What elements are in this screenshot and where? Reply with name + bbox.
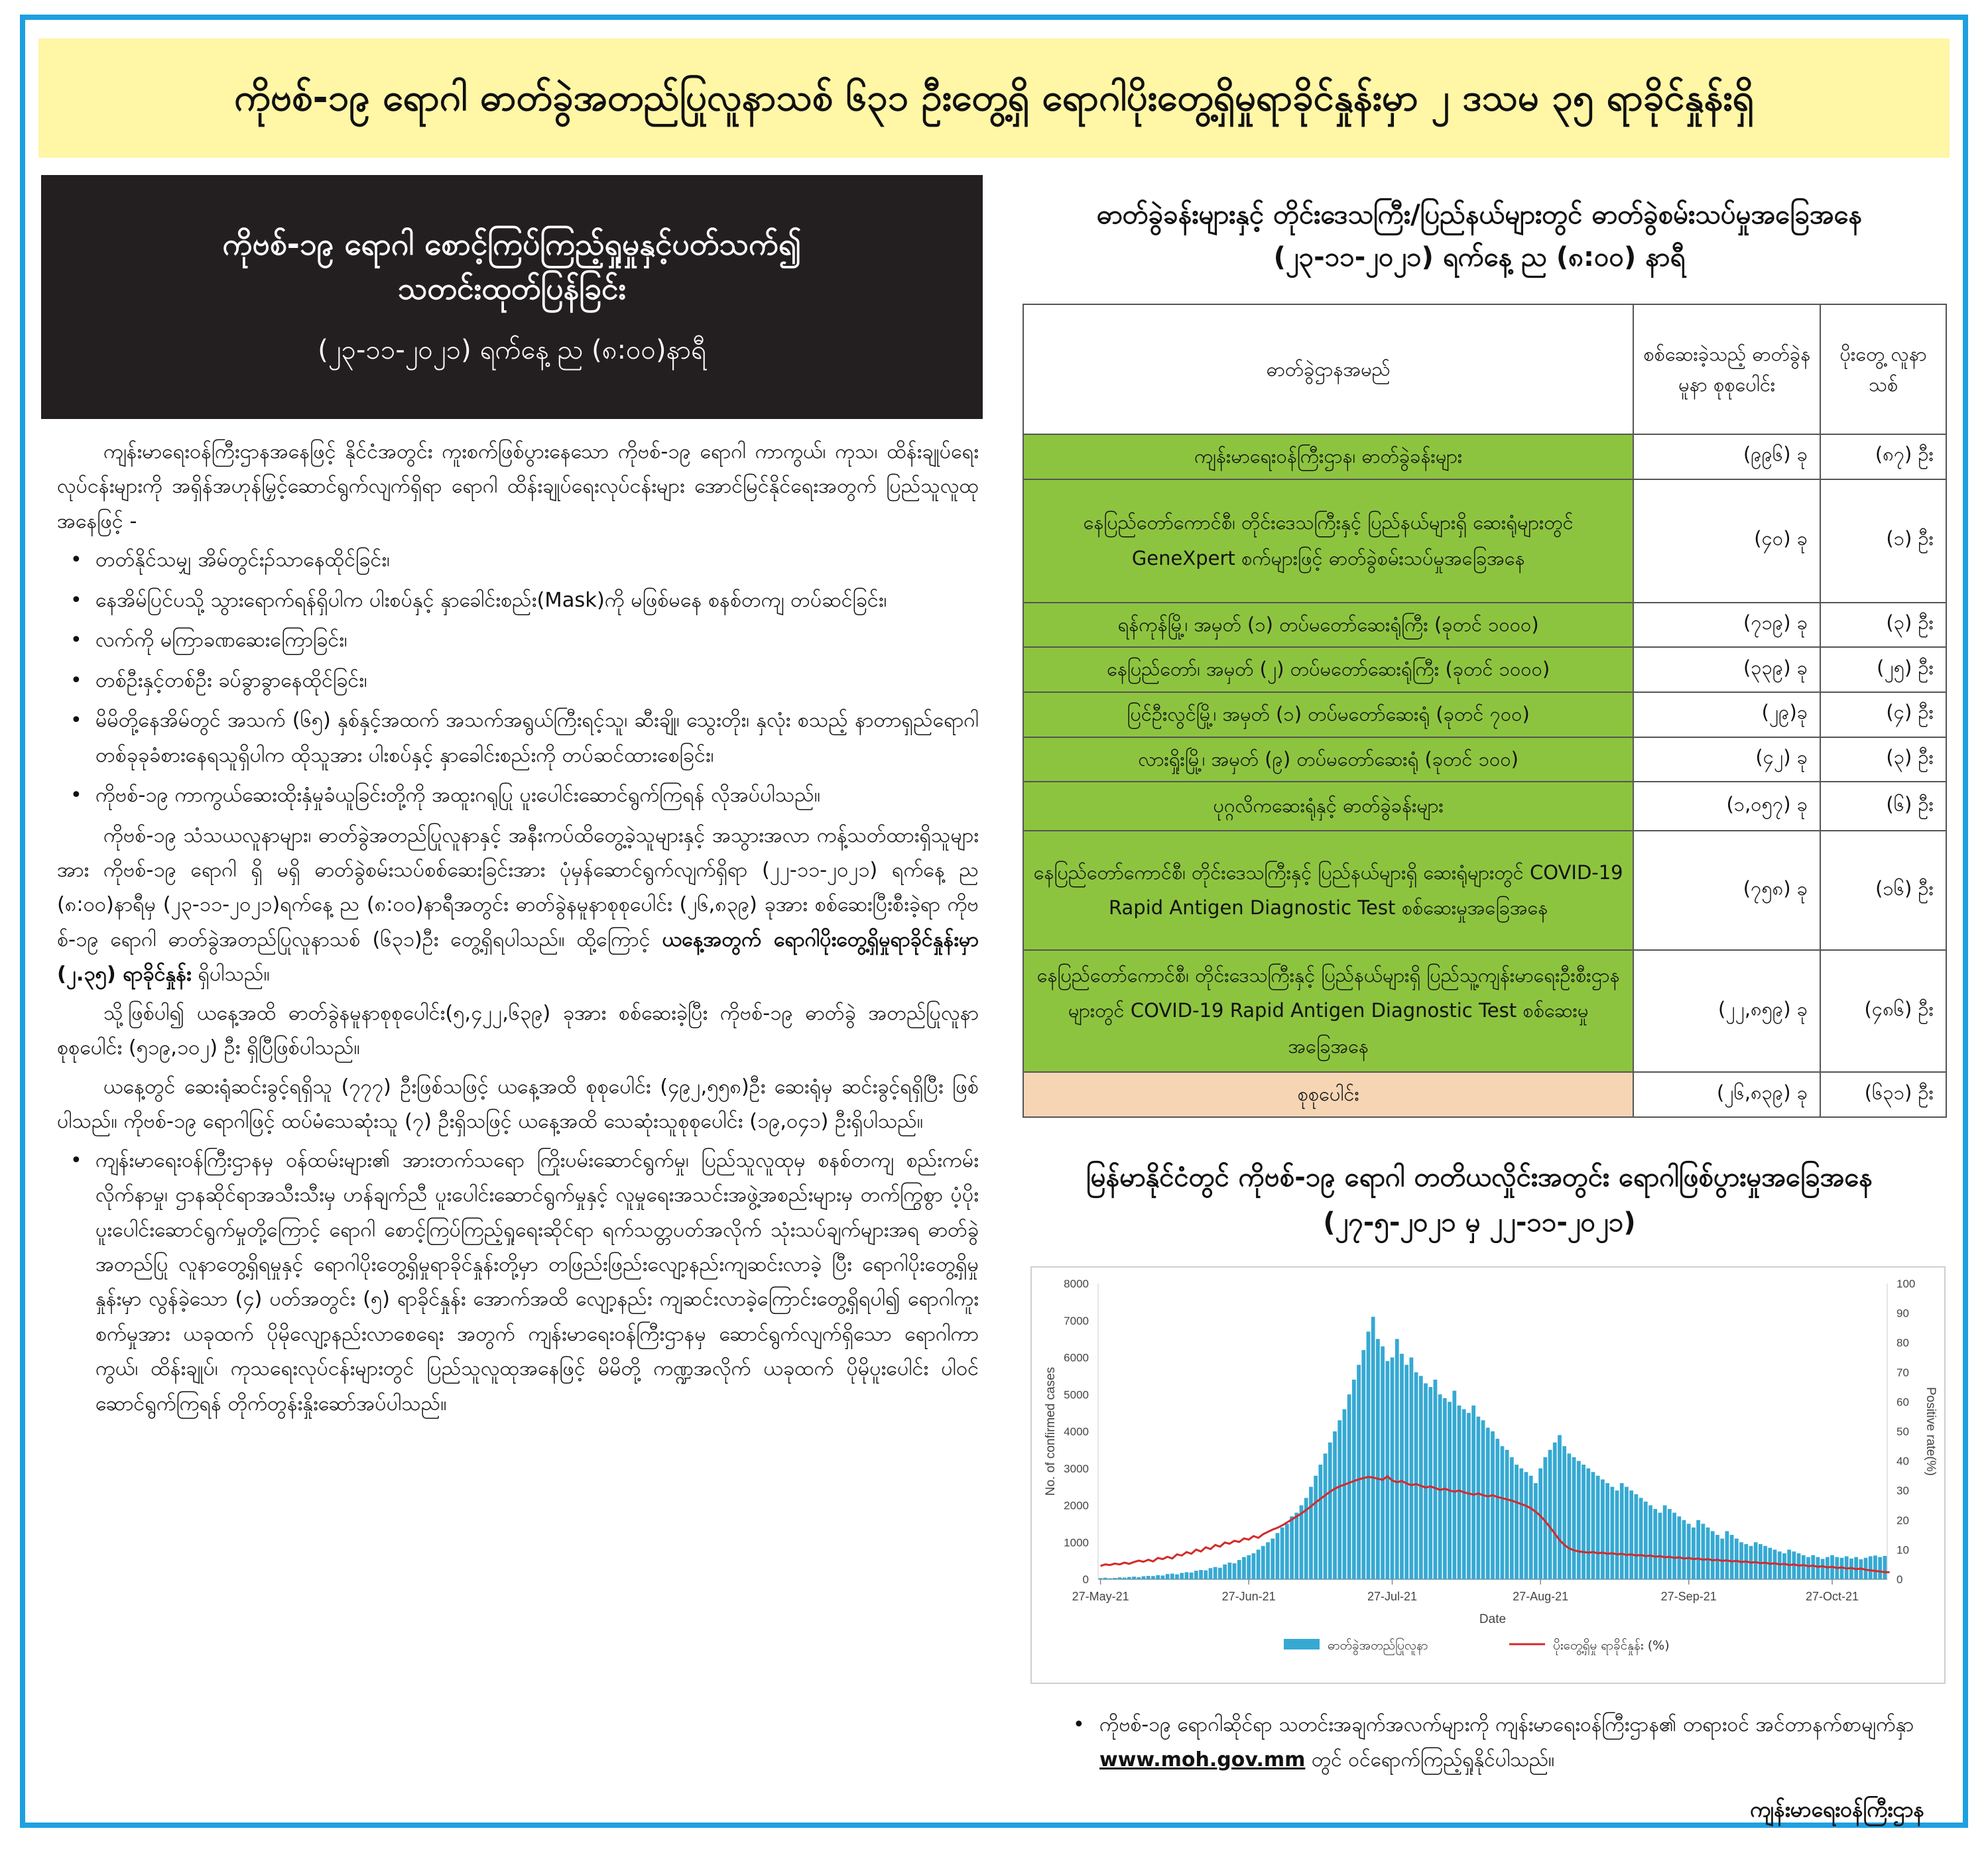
bar-confirmed-cases (1276, 1533, 1280, 1579)
facility-cell: ရန်ကုန်မြို့၊ အမှတ် (၁) တပ်မတော်ဆေးရုံကြီး (ခုတင် ၁၀၀၀) (1023, 603, 1633, 648)
paragraph-intro: ကျန်းမာရေးဝန်ကြီးဌာနအနေဖြင့် နိုင်ငံအတွင်း ကူးစက်ဖြစ်ပွားနေသော ကိုဗစ်-၁၉ ရောဂါ ကာကွယ်၊ ကုသ၊ ထိန်းချုပ်ရေးလုပ်ငန်းများကို အရှိန်အဟုန်မြှင့်ဆောင်ရွက်လျက်ရှိရာ ရောဂါ ထိန်းချုပ်ရေးလုပ်ငန်းများ အောင်မြင်နိုင်ရေးအတွက် ပြည်သူလူထုအနေဖြင့် - (57, 440, 979, 533)
facility-cell: နေပြည်တော်၊ အမှတ် (၂) တပ်မတော်ဆေးရုံကြီး (ခုတင် ၁၀၀၀) (1023, 647, 1633, 692)
bar-confirmed-cases (1519, 1468, 1523, 1579)
y2-tick-label: 90 (1896, 1307, 1909, 1320)
facility-cell: နေပြည်တော်ကောင်စီ၊ တိုင်းဒေသကြီးနှင့် ပြည်နယ်များရှိ ပြည်သူ့ကျန်းမာရေးဦးစီးဌာနများတွင် COVID-19 Rapid Antigen Diagnostic Test စစ်ဆေးမှုအခြေအနေ (1023, 950, 1633, 1072)
bar-confirmed-cases (1271, 1539, 1274, 1579)
facility-cell: နေပြည်တော်ကောင်စီ၊ တိုင်းဒေသကြီးနှင့် ပြည်နယ်များရှိ ဆေးရုံများတွင် COVID-19 Rapid Antigen Diagnostic Test စစ်ဆေးမှုအခြေအနေ (1023, 831, 1633, 950)
samples-cell: (၁,၀၅၇) ခု (1633, 782, 1820, 831)
bar-confirmed-cases (1151, 1576, 1155, 1579)
bar-confirmed-cases (1385, 1361, 1389, 1579)
bar-confirmed-cases (1524, 1472, 1528, 1579)
closing-item: • ကျန်းမာရေးဝန်ကြီးဌာနမှ ဝန်ထမ်းများ၏ အားတက်သရော ကြိုးပမ်းဆောင်ရွက်မှု၊ ပြည်သူလူထုမှ စနစ်တကျ စည်းကမ်းလိုက်နာမှု၊ ဌာနဆိုင်ရာအသီးသီးမှ ဟန်ချက်ညီ ပူးပေါင်းဆောင်ရွက်မှုနှင့် လူမှုရေးအသင်းအဖွဲ့အစည်းများမှ တက်ကြွစွာ ပံ့ပိုးပူးပေါင်းဆောင်ရွက်မှုတို့ကြောင့် ရောဂါ စောင့်ကြပ်ကြည့်ရှုရေးဆိုင်ရာ ရက်သတ္တပတ်အလိုက် သုံးသပ်ချက်များအရ ဓာတ်ခွဲအတည်ပြု လူနာတွေ့ရှိရမှုနှင့် ရောဂါပိုးတွေ့ရှိမှုရာခိုင်နှုန်းတို့မှာ တဖြည်းဖြည်းလျော့နည်းကျဆင်းလာခဲ့ ပြီး ရောဂါပိုးတွေ့ရှိမှုနှုန်းမှာ လွန်ခဲ့သော (၄) ပတ်အတွင်း (၅) ရာခိုင်နှုန်း အောက်အထိ လျော့နည်း ကျဆင်းလာခဲ့ကြောင်းတွေ့ရှိရပါ၍ ရောဂါကူးစက်မှုအား ယခုထက် ပိုမိုလျော့နည်းလာစေရေး အတွက် ကျန်းမာရေးဝန်ကြီးဌာနမှ ဆောင်ရွက်လျက်ရှိသော ရောဂါကာကွယ်၊ ထိန်းချုပ်၊ ကုသရေးလုပ်ငန်းများတွင် ပြည်သူလူထုအနေဖြင့် မိမိတို့ ကဏ္ဍအလိုက် ယခုထက် ပိုမိုပူးပေါင်း ပါဝင်ဆောင်ရွက်ကြရန် တိုက်တွန်းနှိုးဆော်အပ်ပါသည်။ (57, 1144, 979, 1422)
samples-cell: (၂၂,၈၅၉) ခု (1633, 950, 1820, 1072)
bar-confirmed-cases (1668, 1509, 1672, 1579)
bar-confirmed-cases (1883, 1556, 1887, 1579)
bar-confirmed-cases (1620, 1483, 1624, 1579)
samples-cell: (၄၂) ခု (1633, 737, 1820, 782)
bar-confirmed-cases (1343, 1409, 1347, 1579)
positive-cell: (၃) ဦး (1820, 603, 1946, 648)
bar-confirmed-cases (1424, 1384, 1428, 1579)
moh-website-link[interactable]: www.moh.gov.mm (1099, 1748, 1306, 1771)
bar-confirmed-cases (1501, 1446, 1505, 1579)
y2-tick-label: 50 (1896, 1425, 1909, 1438)
bar-confirmed-cases (1142, 1577, 1146, 1579)
paragraph-testing-end: ရှိပါသည်။ (191, 963, 270, 987)
y-tick-label: 0 (1082, 1573, 1089, 1586)
bar-confirmed-cases (1285, 1524, 1289, 1579)
y2-tick-label: 70 (1896, 1366, 1909, 1379)
bar-confirmed-cases (1672, 1513, 1676, 1579)
bar-confirmed-cases (1711, 1531, 1715, 1579)
bar-confirmed-cases (1333, 1431, 1337, 1579)
bar-confirmed-cases (1280, 1528, 1284, 1579)
bar-confirmed-cases (1318, 1465, 1322, 1579)
y2-tick-label: 80 (1896, 1337, 1909, 1350)
table-title (1005, 194, 1954, 278)
bar-confirmed-cases (1692, 1528, 1696, 1579)
bar-confirmed-cases (1328, 1443, 1332, 1579)
bar-confirmed-cases (1123, 1577, 1127, 1579)
bar-confirmed-cases (1534, 1483, 1538, 1579)
closing-list (57, 1144, 979, 1422)
facility-cell: လားရှိုးမြို့၊ အမှတ် (၉) တပ်မတော်ဆေးရုံ (ခုတင် ၁၀၀) (1023, 737, 1633, 782)
chart-title (1005, 1155, 1954, 1245)
bar-confirmed-cases (1782, 1553, 1786, 1579)
footer-note (1060, 1708, 1948, 1777)
bar-confirmed-cases (1376, 1339, 1380, 1579)
advice-item: • တတ်နိုင်သမျှ အိမ်တွင်းၣ်သာနေထိုင်ခြင်း၊ (57, 543, 979, 577)
bar-confirmed-cases (1725, 1531, 1729, 1579)
bar-confirmed-cases (1261, 1546, 1265, 1579)
bar-confirmed-cases (1404, 1365, 1408, 1579)
bar-confirmed-cases (1543, 1457, 1547, 1579)
bar-confirmed-cases (1367, 1331, 1371, 1579)
bar-confirmed-cases (1658, 1513, 1662, 1579)
bar-confirmed-cases (1486, 1427, 1490, 1579)
bar-confirmed-cases (1294, 1513, 1298, 1579)
advice-item: • လက်ကို မကြာခဏဆေးကြောခြင်း၊ (57, 623, 979, 658)
y2-tick-label: 20 (1896, 1514, 1909, 1527)
advice-item: • တစ်ဦးနှင့်တစ်ဦး ခပ်ခွာခွာနေထိုင်ခြင်း၊ (57, 664, 979, 698)
bar-confirmed-cases (1505, 1450, 1509, 1579)
x-tick-label: 27-Jul-21 (1367, 1590, 1418, 1603)
bar-confirmed-cases (1553, 1443, 1557, 1579)
bar-confirmed-cases (1663, 1506, 1667, 1580)
y-tick-label: 6000 (1064, 1351, 1089, 1364)
chart-canvas (1032, 1268, 1944, 1683)
chart-title-line2: (၂၇-၅-၂၀၂၁ မှ ၂၂-၁၁-၂၀၂၁) (1323, 1207, 1636, 1238)
bar-confirmed-cases (1653, 1509, 1657, 1579)
total-samples-cell: (၂၆,၈၃၉) ခု (1633, 1072, 1820, 1117)
bar-confirmed-cases (1218, 1568, 1222, 1579)
bar-confirmed-cases (1582, 1465, 1585, 1579)
bar-confirmed-cases (1648, 1506, 1652, 1580)
table-row (1023, 782, 1946, 831)
bar-confirmed-cases (1099, 1578, 1103, 1579)
bar-confirmed-cases (1324, 1453, 1328, 1579)
y-tick-label: 1000 (1064, 1536, 1089, 1549)
bar-confirmed-cases (1715, 1535, 1719, 1579)
bar-confirmed-cases (1137, 1577, 1141, 1579)
third-wave-chart (1030, 1266, 1946, 1684)
bar-confirmed-cases (1720, 1539, 1724, 1579)
bar-confirmed-cases (1337, 1420, 1341, 1579)
positive-cell: (၁၆) ဦး (1820, 831, 1946, 950)
bar-confirmed-cases (1170, 1574, 1174, 1579)
y-tick-label: 5000 (1064, 1388, 1089, 1402)
bar-confirmed-cases (1309, 1487, 1313, 1579)
bar-confirmed-cases (1434, 1380, 1438, 1579)
bar-confirmed-cases (1391, 1358, 1395, 1580)
bar-confirmed-cases (1199, 1570, 1203, 1579)
positive-cell: (၃) ဦး (1820, 737, 1946, 782)
notice-datetime: (၂၃-၁၁-၂၀၂၁) ရက်နေ့ ည (၈:၀၀)နာရီ (318, 335, 706, 366)
y2-tick-label: 40 (1896, 1455, 1909, 1468)
bar-confirmed-cases (1227, 1563, 1231, 1579)
bar-confirmed-cases (1510, 1457, 1514, 1579)
bar-confirmed-cases (1452, 1391, 1456, 1579)
bar-confirmed-cases (1677, 1516, 1681, 1579)
bar-confirmed-cases (1213, 1567, 1217, 1579)
bar-confirmed-cases (1601, 1479, 1605, 1579)
bar-confirmed-cases (1209, 1568, 1213, 1579)
bar-confirmed-cases (1166, 1574, 1170, 1579)
bar-confirmed-cases (1548, 1450, 1552, 1579)
y-tick-label: 7000 (1064, 1314, 1089, 1327)
bar-confirmed-cases (1410, 1358, 1414, 1580)
bar-confirmed-cases (1586, 1468, 1590, 1579)
bar-confirmed-cases (1357, 1365, 1361, 1579)
x-tick-label: 27-Oct-21 (1806, 1590, 1859, 1603)
bar-confirmed-cases (1160, 1575, 1164, 1579)
bar-confirmed-cases (1257, 1549, 1261, 1579)
samples-cell: (၉၉၆) ခု (1633, 434, 1820, 479)
facility-cell: ပြင်ဦးလွင်မြို့၊ အမှတ် (၁) တပ်မတော်ဆေးရုံ (ခုတင် ၇၀၀) (1023, 692, 1633, 737)
bar-confirmed-cases (1118, 1577, 1122, 1579)
column-header-facility: ဓာတ်ခွဲဌာနအမည် (1023, 304, 1633, 434)
notice-title-line1: ကိုဗစ်-၁၉ ရောဂါ စောင့်ကြပ်ကြည့်ရှုမှုနှင့်ပတ်သက်၍ (222, 225, 802, 262)
table-row (1023, 603, 1946, 648)
table-row (1023, 647, 1946, 692)
positive-rate-statement: ယနေ့အတွက် ရောဂါပိုးတွေ့ရှိမှုရာခိုင်နှုန်းမှာ (၂.၃၅) ရာခိုင်နှုန်း (57, 928, 979, 987)
bar-confirmed-cases (1233, 1563, 1237, 1579)
column-header-samples: စစ်ဆေးခဲ့သည့် ဓာတ်ခွဲနမူနာ စုစုပေါင်း (1633, 304, 1820, 434)
positive-cell: (၄၈၆) ဦး (1820, 950, 1946, 1072)
ministry-signature: ကျန်းမာရေးဝန်ကြီးဌာန (1749, 1797, 1924, 1822)
lab-testing-table (1023, 304, 1947, 1118)
bar-confirmed-cases (1428, 1387, 1432, 1579)
bar-confirmed-cases (1252, 1553, 1256, 1579)
bar-confirmed-cases (1156, 1575, 1160, 1579)
bar-confirmed-cases (1706, 1528, 1710, 1579)
x-tick-label: 27-Aug-21 (1513, 1590, 1569, 1603)
bar-confirmed-cases (1247, 1555, 1251, 1579)
notice-title-line2: သတင်းထုတ်ပြန်ခြင်း (397, 270, 627, 306)
positive-cell: (၂၅) ဦး (1820, 647, 1946, 692)
bar-confirmed-cases (1644, 1502, 1648, 1579)
y-tick-label: 3000 (1064, 1462, 1089, 1475)
bar-confirmed-cases (1869, 1556, 1873, 1579)
advice-list (57, 543, 979, 813)
legend-label-positive-rate: ပိုးတွေ့ရှိမှု ရာခိုင်နှုန်း (%) (1553, 1638, 1670, 1653)
bar-confirmed-cases (1491, 1431, 1495, 1579)
y2-tick-label: 10 (1896, 1543, 1909, 1557)
bar-confirmed-cases (1802, 1555, 1806, 1579)
bar-confirmed-cases (1400, 1354, 1404, 1579)
y-tick-label: 4000 (1064, 1425, 1089, 1438)
bar-confirmed-cases (1687, 1524, 1691, 1579)
bar-confirmed-cases (1242, 1557, 1246, 1579)
total-positive-cell: (၆၃၁) ဦး (1820, 1072, 1946, 1117)
total-label-cell: စုစုပေါင်း (1023, 1072, 1633, 1117)
headline-band (38, 38, 1950, 158)
legend-label-confirmed: ဓာတ်ခွဲအတည်ပြုလူနာ (1328, 1638, 1428, 1653)
bar-confirmed-cases (1395, 1339, 1399, 1579)
y2-tick-label: 60 (1896, 1396, 1909, 1409)
y-tick-label: 2000 (1064, 1499, 1089, 1512)
samples-cell: (၄၀) ခု (1633, 479, 1820, 603)
bar-confirmed-cases (1458, 1406, 1461, 1579)
advice-item: • ကိုဗစ်-၁၉ ကာကွယ်ဆေးထိုးနှံမှုခံယူခြင်းတို့ကို အထူးဂရုပြု ပူးပေါင်းဆောင်ရွက်ကြရန် လိုအပ်ပါသည်။ (57, 778, 979, 813)
column-header-positive: ပိုးတွေ့ လူနာသစ် (1820, 304, 1946, 434)
bar-confirmed-cases (1873, 1555, 1877, 1579)
bar-confirmed-cases (1467, 1413, 1471, 1579)
bar-confirmed-cases (1605, 1483, 1609, 1579)
bar-confirmed-cases (1132, 1577, 1136, 1579)
bar-confirmed-cases (1730, 1535, 1734, 1579)
footer-note-end: တွင် ဝင်ရောက်ကြည့်ရှုနိုင်ပါသည်။ (1305, 1748, 1555, 1771)
bar-confirmed-cases (1754, 1542, 1758, 1579)
bar-confirmed-cases (1562, 1446, 1566, 1579)
bar-confirmed-cases (1438, 1394, 1442, 1579)
paragraph-testing (57, 819, 979, 992)
bar-confirmed-cases (1147, 1576, 1150, 1579)
bar-confirmed-cases (1419, 1376, 1423, 1579)
bar-confirmed-cases (1290, 1516, 1294, 1579)
bar-confirmed-cases (1816, 1557, 1820, 1579)
x-axis-label: Date (1479, 1612, 1507, 1626)
samples-cell: (၃၃၉) ခု (1633, 647, 1820, 692)
bar-confirmed-cases (1300, 1506, 1304, 1580)
bar-confirmed-cases (1180, 1573, 1184, 1579)
bar-confirmed-cases (1266, 1542, 1270, 1579)
bar-confirmed-cases (1194, 1571, 1198, 1579)
facility-cell: နေပြည်တော်ကောင်စီ၊ တိုင်းဒေသကြီးနှင့် ပြည်နယ်များရှိ ဆေးရုံများတွင် GeneXpert စက်များဖြင့် ဓာတ်ခွဲစမ်းသပ်မှုအခြေအနေ (1023, 479, 1633, 603)
table-row (1023, 737, 1946, 782)
positive-cell: (၁) ဦး (1820, 479, 1946, 603)
bar-confirmed-cases (1515, 1465, 1519, 1579)
bar-confirmed-cases (1572, 1457, 1576, 1579)
bar-confirmed-cases (1462, 1409, 1466, 1579)
table-row (1023, 434, 1946, 479)
bar-confirmed-cases (1103, 1578, 1107, 1579)
positive-cell: (၈၇) ဦး (1820, 434, 1946, 479)
bar-confirmed-cases (1591, 1472, 1595, 1579)
positive-cell: (၄) ဦး (1820, 692, 1946, 737)
bar-confirmed-cases (1806, 1557, 1810, 1579)
press-release-body (57, 435, 979, 1821)
facility-cell: ပုဂ္ဂလိကဆေးရုံနှင့် ဓာတ်ခွဲခန်းများ (1023, 782, 1633, 831)
table-title-line2: (၂၃-၁၁-၂၀၂၁) ရက်နေ့ ည (၈:၀၀) နာရီ (1273, 242, 1686, 272)
bar-confirmed-cases (1127, 1577, 1131, 1579)
bar-confirmed-cases (1381, 1347, 1385, 1579)
y2-tick-label: 30 (1896, 1484, 1909, 1498)
samples-cell: (၂၉)ခု (1633, 692, 1820, 737)
paragraph-discharge-deaths: ယနေ့တွင် ဆေးရုံဆင်းခွင့်ရရှိသူ (၇၇၇) ဦးဖြစ်သဖြင့် ယနေ့အထိ စုစုပေါင်း (၄၉၂,၅၅၈)ဦး ဆေးရုံမှ ဆင်းခွင့်ရရှိပြီး ဖြစ်ပါသည်။ ကိုဗစ်-၁၉ ရောဂါဖြင့် ထပ်မံသေဆုံးသူ (၇) ဦးရှိသဖြင့် ယနေ့အထိ သေဆုံးသူစုစုပေါင်း (၁၉,၀၄၁) ဦးရှိပါသည်။ (57, 1075, 979, 1134)
footer-note-text: ကိုဗစ်-၁၉ ရောဂါဆိုင်ရာ သတင်းအချက်အလက်များကို ကျန်းမာရေးဝန်ကြီးဌာန၏ တရားဝင် အင်တာနက်စာမျက်နှာ (1099, 1713, 1914, 1736)
table-total-row (1023, 1072, 1946, 1117)
bar-confirmed-cases (1347, 1394, 1351, 1579)
bar-confirmed-cases (1568, 1453, 1572, 1579)
x-tick-label: 27-May-21 (1072, 1590, 1129, 1603)
bar-confirmed-cases (1204, 1571, 1208, 1579)
bar-confirmed-cases (1615, 1490, 1619, 1579)
y2-tick-label: 0 (1896, 1573, 1903, 1586)
bar-confirmed-cases (1476, 1417, 1480, 1579)
table-row (1023, 831, 1946, 950)
bar-confirmed-cases (1237, 1560, 1241, 1579)
x-tick-label: 27-Jun-21 (1221, 1590, 1276, 1603)
table-row (1023, 950, 1946, 1072)
bar-confirmed-cases (1495, 1439, 1499, 1579)
bar-confirmed-cases (1414, 1372, 1418, 1579)
bar-confirmed-cases (1190, 1573, 1194, 1579)
advice-item: • မိမိတို့နေအိမ်တွင် အသက် (၆၅) နှစ်နှင့်အထက် အသက်အရွယ်ကြီးရင့်သူ၊ ဆီးချို၊ သွေးတိုး၊ နှလုံး စသည့် နာတာရှည်ရောဂါတစ်ခုခုခံစားနေရသူရှိပါက ထိုသူအား ပါးစပ်နှင့် နှာခေါင်းစည်းကို တပ်ဆင်ထားစေခြင်း၊ (57, 703, 979, 773)
y-tick-label: 8000 (1064, 1278, 1089, 1290)
headline: ကိုဗစ်-၁၉ ရောဂါ ဓာတ်ခွဲအတည်ပြုလူနာသစ် ၆၃၁ ဦးတွေ့ရှိ ရောဂါပိုးတွေ့ရှိမှုရာခိုင်နှုန်းမှာ ၂ ဒသမ ၃၅ ရာခိုင်နှုန်းရှိ (234, 76, 1754, 120)
positive-cell: (၆) ဦး (1820, 782, 1946, 831)
bar-confirmed-cases (1113, 1578, 1117, 1579)
bar-confirmed-cases (1634, 1494, 1638, 1579)
table-title-line1: ဓာတ်ခွဲခန်းများနှင့် တိုင်းဒေသကြီး/ပြည်နယ်များတွင် ဓာတ်ခွဲစမ်းသပ်မှုအခြေအနေ (1096, 200, 1863, 230)
bar-confirmed-cases (1696, 1520, 1700, 1579)
bar-confirmed-cases (1639, 1498, 1643, 1579)
bar-confirmed-cases (1596, 1476, 1600, 1579)
bar-confirmed-cases (1610, 1487, 1614, 1579)
y2-axis-label: Positive rate(%) (1924, 1386, 1938, 1476)
bar-confirmed-cases (1878, 1557, 1882, 1579)
bar-confirmed-cases (1361, 1350, 1365, 1579)
notice-box (41, 175, 983, 419)
page-frame (20, 15, 1968, 1828)
bar-confirmed-cases (1529, 1476, 1533, 1579)
y-axis-label: No. of confirmed cases (1044, 1366, 1058, 1496)
bar-confirmed-cases (1625, 1487, 1629, 1579)
samples-cell: (၇၅၈) ခု (1633, 831, 1820, 950)
bar-confirmed-cases (1538, 1468, 1542, 1579)
bar-confirmed-cases (1629, 1490, 1633, 1579)
bar-confirmed-cases (1371, 1317, 1375, 1579)
samples-cell: (၇၁၉) ခု (1633, 603, 1820, 648)
bar-confirmed-cases (1314, 1476, 1318, 1579)
bar-confirmed-cases (1175, 1575, 1179, 1579)
bar-confirmed-cases (1471, 1406, 1475, 1579)
facility-cell: ကျန်းမာရေးဝန်ကြီးဌာန၊ ဓာတ်ခွဲခန်းများ (1023, 434, 1633, 479)
legend-swatch-confirmed (1284, 1639, 1320, 1649)
table-row (1023, 479, 1946, 603)
chart-title-line1: မြန်မာနိုင်ငံတွင် ကိုဗစ်-၁၉ ရောဂါ တတိယလှိုင်းအတွင်း ရောဂါဖြစ်ပွားမှုအခြေအနေ (1086, 1162, 1873, 1193)
bar-confirmed-cases (1821, 1559, 1825, 1579)
bar-confirmed-cases (1577, 1461, 1581, 1579)
bar-confirmed-cases (1352, 1380, 1356, 1579)
bar-confirmed-cases (1735, 1539, 1739, 1579)
table-row (1023, 692, 1946, 737)
bar-confirmed-cases (1682, 1520, 1686, 1579)
paragraph-cumulative: သို့ဖြစ်ပါ၍ ယနေ့အထိ ဓာတ်ခွဲနမူနာစုစုပေါင်း(၅,၄၂၂,၆၃၉) ခုအား စစ်ဆေးခဲ့ပြီး ကိုဗစ်-၁၉ ဓာတ်ခွဲ အတည်ပြုလူနာ စုစုပေါင်း (၅၁၉,၁၀၂) ဦး ရှိပြီဖြစ်ပါသည်။ (57, 1001, 979, 1060)
y2-tick-label: 100 (1896, 1278, 1916, 1290)
bar-confirmed-cases (1701, 1524, 1705, 1579)
bar-confirmed-cases (1558, 1435, 1562, 1579)
bar-confirmed-cases (1481, 1420, 1485, 1579)
bar-confirmed-cases (1811, 1555, 1815, 1579)
bar-confirmed-cases (1223, 1565, 1227, 1579)
advice-item: • နေအိမ်ပြင်ပသို့ သွားရောက်ရန်ရှိပါက ပါးစပ်နှင့် နှာခေါင်းစည်း(Mask)ကို မဖြစ်မနေ စနစ်တကျ တပ်ဆင်ခြင်း၊ (57, 583, 979, 618)
paragraph-testing-text: ကိုဗစ်-၁၉ သံသယလူနာများ၊ ဓာတ်ခွဲအတည်ပြုလူနာနှင့် အနီးကပ်ထိတွေ့ခဲ့သူများနှင့် အသွားအလာ ကန့်သတ်ထားရှိသူများအား ကိုဗစ်-၁၉ ရောဂါ ရှိ မရှိ ဓာတ်ခွဲစမ်းသပ်စစ်ဆေးခြင်းအား ပုံမှန်ဆောင်ရွက်လျက်ရှိရာ (၂၂-၁၁-၂၀၂၁) ရက်နေ့ ည (၈:၀၀)နာရီမှ (၂၃-၁၁-၂၀၂၁)ရက်နေ့ ည (၈:၀၀)နာရီအတွင်း ဓာတ်ခွဲနမူနာစုစုပေါင်း (၂၆,၈၃၉) ခုအား စစ်ဆေးပြီးစီးခဲ့ရာ ကိုဗစ်-၁၉ ရောဂါ ဓာတ်ခွဲအတည်ပြုလူနာသစ် (၆၃၁)ဦး တွေ့ရှိရပါသည်။ ထို့ကြောင့် (57, 823, 979, 951)
bar-confirmed-cases (1759, 1544, 1763, 1579)
bar-confirmed-cases (1185, 1572, 1189, 1579)
x-tick-label: 27-Sep-21 (1660, 1590, 1717, 1603)
